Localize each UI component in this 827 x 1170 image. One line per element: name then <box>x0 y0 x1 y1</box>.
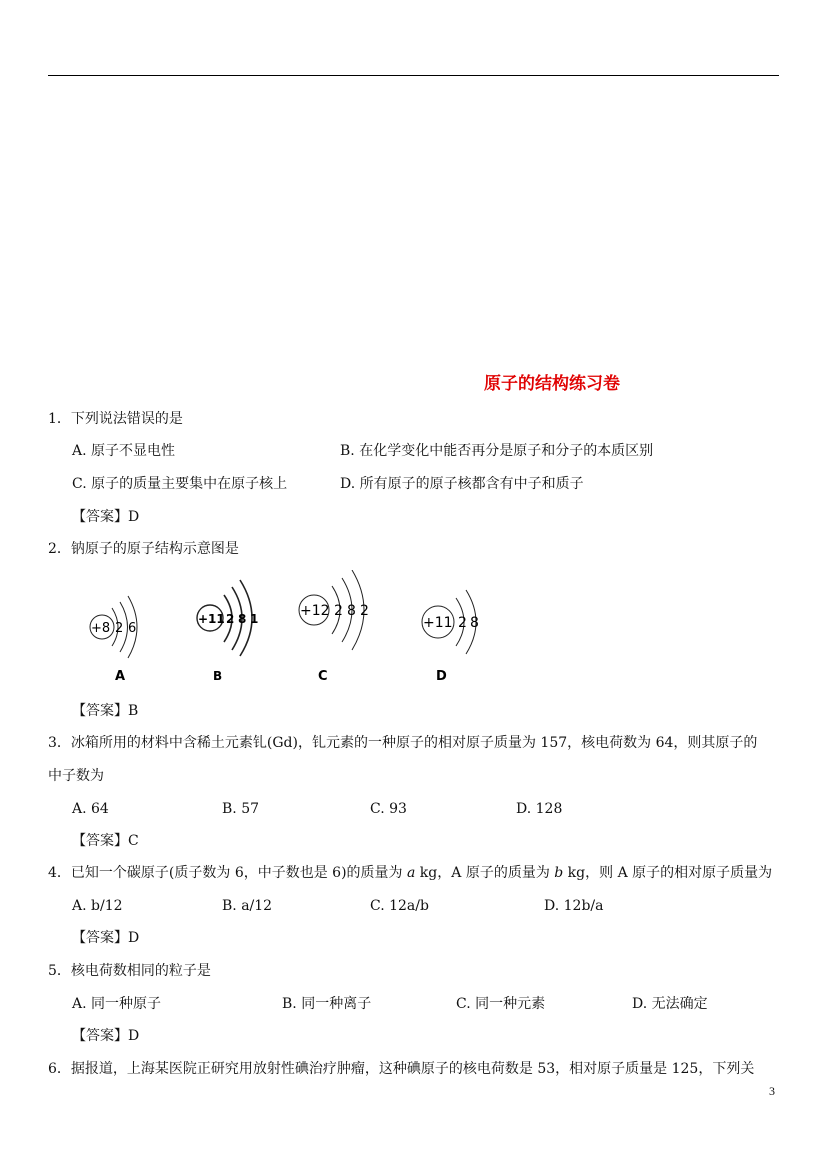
q3-option-b: B. 57 <box>222 801 260 817</box>
question-3-stem-cont: 中子数为 <box>48 768 104 784</box>
q1-option-c: C. 原子的质量主要集中在原子核上 <box>72 476 288 492</box>
question-5-stem: 5．核电荷数相同的粒子是 <box>48 963 211 979</box>
q3-option-c: C. 93 <box>370 801 407 817</box>
q5-option-d: D. 无法确定 <box>632 996 708 1012</box>
shell-a-2-count: 6 <box>128 621 137 636</box>
atom-structure-diagrams <box>80 570 500 690</box>
nucleus-b-charge: +11 <box>198 612 225 626</box>
shell-a-1-count: 2 <box>115 621 124 636</box>
q1-option-d: D. 所有原子的原子核都含有中子和质子 <box>340 476 584 492</box>
question-6-stem: 6．据报道，上海某医院正研究用放射性碘治疗肿瘤，这种碘原子的核电荷数是 53，相对原子质量是 125，下列关 <box>48 1061 755 1077</box>
q4-stem-part-2: kg，A 原子的质量为 <box>415 865 555 881</box>
q4-stem-part-1: 4．已知一个碳原子(质子数为 6，中子数也是 6)的质量为 <box>48 865 407 881</box>
diagram-c-label: C <box>318 669 328 684</box>
q3-answer: 【答案】C <box>72 833 139 849</box>
q3-option-d: D. 128 <box>516 801 563 817</box>
q4-var-b: b <box>554 865 564 881</box>
question-3-stem: 3．冰箱所用的材料中含稀土元素钆(Gd)，钆元素的一种原子的相对原子质量为 157，核电荷数为 64，则其原子的 <box>48 735 758 751</box>
nucleus-a-charge: +8 <box>91 621 111 636</box>
q5-answer: 【答案】D <box>72 1028 140 1044</box>
q1-option-b: B. 在化学变化中能否再分是原子和分子的本质区别 <box>340 443 654 459</box>
q4-option-d: D. 12b/a <box>544 898 604 914</box>
q4-option-b: B. a/12 <box>222 898 273 914</box>
page-title: 原子的结构练习卷 <box>484 374 620 394</box>
diagram-d <box>422 590 479 684</box>
diagram-d-label: D <box>436 669 447 684</box>
header-rule <box>48 75 779 76</box>
q5-option-a: A. 同一种原子 <box>72 996 162 1012</box>
q1-option-a: A. 原子不显电性 <box>72 443 176 459</box>
shell-b-2-count: 8 <box>238 612 247 626</box>
nucleus-c-charge: +12 <box>300 603 330 619</box>
q4-option-c: C. 12a/b <box>370 898 429 914</box>
q1-answer: 【答案】D <box>72 509 140 525</box>
q3-option-a: A. 64 <box>72 801 109 817</box>
q4-option-a: A. b/12 <box>72 898 123 914</box>
q4-answer: 【答案】D <box>72 930 140 946</box>
shell-d-2-count: 8 <box>470 615 479 631</box>
shell-d-1-count: 2 <box>458 615 467 631</box>
q2-answer: 【答案】B <box>72 703 139 719</box>
shell-c-3-count: 2 <box>360 603 369 619</box>
nucleus-d-charge: +11 <box>423 615 453 631</box>
shell-b-1-count: 2 <box>226 612 235 626</box>
diagram-a <box>90 596 137 684</box>
q4-var-a: a <box>407 865 416 881</box>
diagram-b-label: B <box>213 669 223 683</box>
diagram-b <box>197 580 258 683</box>
q5-option-c: C. 同一种元素 <box>456 996 546 1012</box>
question-1-stem: 1．下列说法错误的是 <box>48 411 183 427</box>
shell-b-3-count: 1 <box>250 612 259 626</box>
shell-c-1-count: 2 <box>334 603 343 619</box>
question-2-stem: 2．钠原子的原子结构示意图是 <box>48 541 239 557</box>
diagram-a-label: A <box>115 669 126 684</box>
q5-option-b: B. 同一种离子 <box>282 996 372 1012</box>
q4-stem-part-3: kg，则 A 原子的相对原子质量为 <box>563 865 773 881</box>
diagram-c <box>299 570 369 684</box>
question-4-stem <box>48 863 772 883</box>
shell-c-2-count: 8 <box>347 603 356 619</box>
page-number: 3 <box>769 1084 775 1098</box>
